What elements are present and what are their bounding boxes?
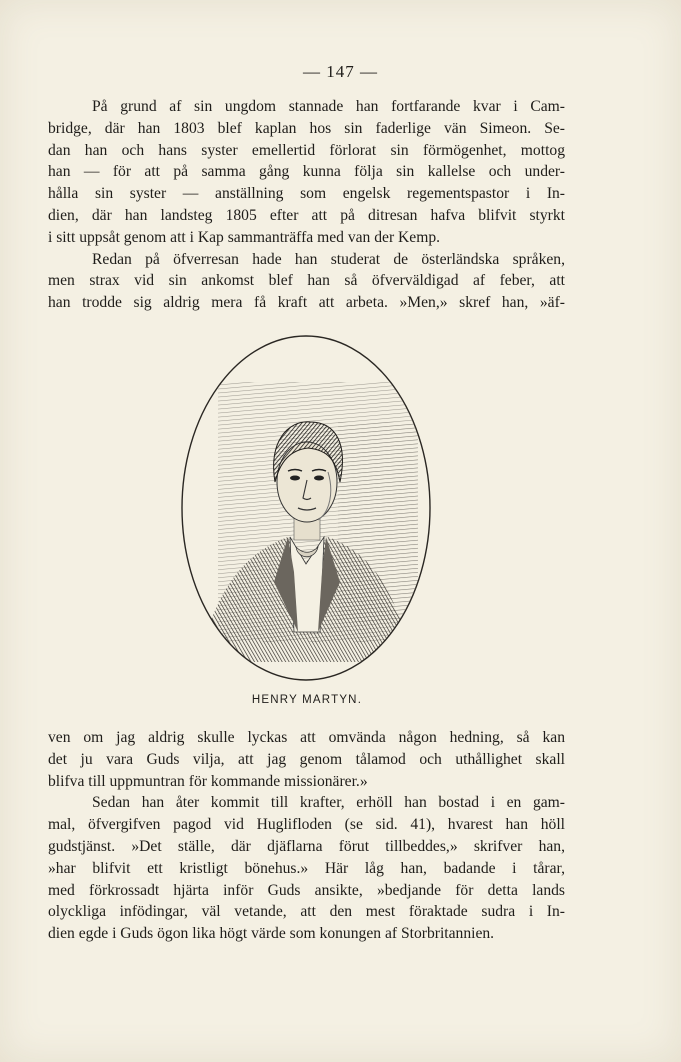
text-line: gudstjänst. »Det ställe, där djäflarna förut tillbeddes,» skrifver han, (48, 837, 565, 855)
text-line: bridge, där han 1803 blef kaplan hos sin faderlige vän Simeon. Se- (48, 119, 565, 137)
text-line: det ju vara Guds vilja, att jag genom tålamod och uthållighet skall (48, 750, 565, 768)
page-number: — 147 — (303, 62, 378, 81)
text-line: olyckliga infödingar, väl vetande, att den mest föraktade sudra i In- (48, 903, 565, 921)
text-line: »har blifvit ett kristligt bönehus.» Här låg han, badande i tårar, (48, 859, 565, 877)
portrait-illustration (178, 332, 436, 692)
text-line: dien, där han landsteg 1805 efter att på ditresan hafva blifvit styrkt (48, 206, 565, 224)
text-line: han — för att på samma gång kunna följa sin kallelse och under- (48, 163, 565, 181)
top-paragraphs (48, 96, 565, 314)
text-line: ven om jag aldrig skulle lyckas att omvända någon hedning, så kan (48, 729, 565, 746)
text-line: Redan på öfverresan hade han studerat de österländska språken, (92, 250, 565, 268)
text-line: hålla sin syster — anställning som engelsk regementspastor i In- (48, 185, 565, 203)
bottom-paragraphs (48, 727, 565, 945)
text-line: med förkrossadt hjärta inför Guds ansikte, »bedjande för detta lands (48, 881, 565, 899)
text-line: han trodde sig aldrig mera få kraft att arbeta. »Men,» skref han, »äf- (48, 294, 565, 312)
text-line: i sitt uppsåt genom att i Kap sammanträffa med van der Kemp. (48, 228, 441, 246)
text-line: dien egde i Guds ögon lika högt värde som konungen af Storbritannien. (48, 925, 495, 943)
text-line: blifva till uppmuntran för kommande missionärer.» (48, 772, 368, 790)
text-line: mal, öfvergifven pagod vid Huglifloden (se sid. 41), hvarest han höll (48, 816, 565, 834)
text-line: dan han och hans syster emellertid förlorat sin förmögenhet, mottog (48, 141, 565, 159)
text-line: På grund af sin ungdom stannade han fortfarande kvar i Cam- (92, 98, 565, 115)
text-line: Sedan han åter kommit till krafter, erhöll han bostad i en gam- (92, 794, 565, 812)
text-line: men strax vid sin ankomst blef han så öfverväldigad af feber, att (48, 272, 565, 290)
portrait-engraving (178, 332, 436, 692)
portrait-caption: HENRY MARTYN. (251, 694, 363, 706)
